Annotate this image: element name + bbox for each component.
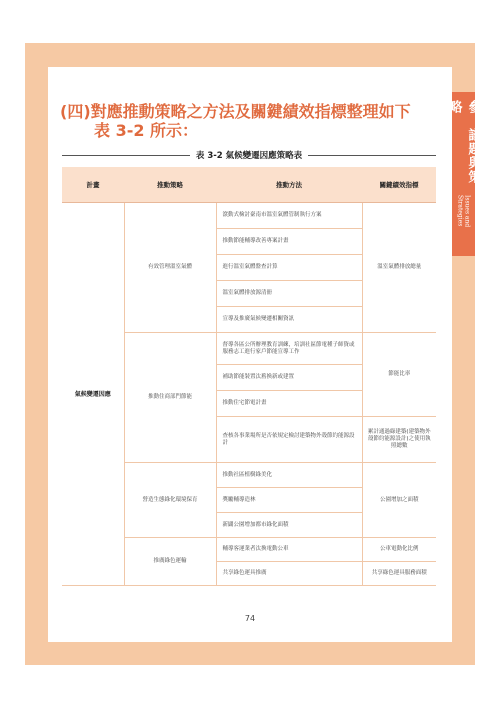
section-heading xyxy=(60,102,440,140)
strategy-cell: 有效管理溫室氣體 xyxy=(124,203,216,333)
kpi-cell: 公園增加之面積 xyxy=(362,463,436,538)
header-strategy: 推動策略 xyxy=(124,167,216,203)
method-cell: 推動節能輔導改善專案計畫 xyxy=(216,229,362,255)
plan-cell: 氣候變遷因應 xyxy=(62,203,124,586)
chapter-side-tab xyxy=(446,92,481,256)
table-header-row xyxy=(62,167,436,203)
method-cell: 新闢公園增加都市綠化面積 xyxy=(216,513,362,538)
method-cell: 滾動式檢討臺南市溫室氣體管制執行方案 xyxy=(216,203,362,229)
strategy-cell: 推廣綠色運輸 xyxy=(124,538,216,586)
table-caption: 表 3-2 氣候變遷因應策略表 xyxy=(195,151,303,161)
method-cell: 溫室氣體排放源清冊 xyxy=(216,281,362,307)
caption-rule-left xyxy=(62,155,190,156)
header-plan: 計畫 xyxy=(62,167,124,203)
heading-line-2: 表 3-2 所示： xyxy=(94,121,199,140)
kpi-cell: 共享綠色運具服務面積 xyxy=(362,562,436,586)
method-cell: 宣導及推廣氣候變遷相關資訊 xyxy=(216,307,362,333)
strategy-cell: 推動住商部門節能 xyxy=(124,333,216,463)
heading-line-1: (四)對應推動策略之方法及關鍵績效指標整理如下 xyxy=(60,102,411,121)
method-cell: 進行溫室氣體盤查計算 xyxy=(216,255,362,281)
method-cell: 查核各事業場所是否依規定檢討建築物外殼節約能源設計 xyxy=(216,417,362,463)
header-kpi: 關鍵績效指標 xyxy=(362,167,436,203)
table-caption-row xyxy=(62,148,436,162)
kpi-cell: 累計通過綠建築(建築物外殼節約能源設計)之使用執照總數 xyxy=(362,417,436,463)
method-cell: 補助節能裝置汰舊換新或建置 xyxy=(216,365,362,391)
method-cell: 輔導客運業者汰換電動公車 xyxy=(216,538,362,562)
kpi-cell: 節能比率 xyxy=(362,333,436,417)
caption-rule-right xyxy=(308,155,436,156)
method-cell: 獎勵輔導造林 xyxy=(216,488,362,513)
method-cell: 推動住宅節電計畫 xyxy=(216,391,362,417)
method-cell: 督導各區公所辦理教育訓練，培訓社區節電種子師資或服務志工進行家戶節能宣導工作 xyxy=(216,333,362,365)
top-band xyxy=(0,0,500,25)
page-number: 74 xyxy=(244,614,256,623)
method-cell: 共享綠色運具推廣 xyxy=(216,562,362,586)
chapter-title: 參、議題與策略 xyxy=(446,100,481,184)
chapter-title-english: Issues and Strategies xyxy=(456,195,471,228)
kpi-cell: 公車電動化比例 xyxy=(362,538,436,562)
table-row xyxy=(62,203,436,229)
strategy-cell: 營造生態綠化環境保育 xyxy=(124,463,216,538)
strategy-table xyxy=(62,167,436,586)
method-cell: 推動社區植樹綠美化 xyxy=(216,463,362,488)
kpi-cell: 溫室氣體排放總量 xyxy=(362,203,436,333)
header-method: 推動方法 xyxy=(216,167,362,203)
